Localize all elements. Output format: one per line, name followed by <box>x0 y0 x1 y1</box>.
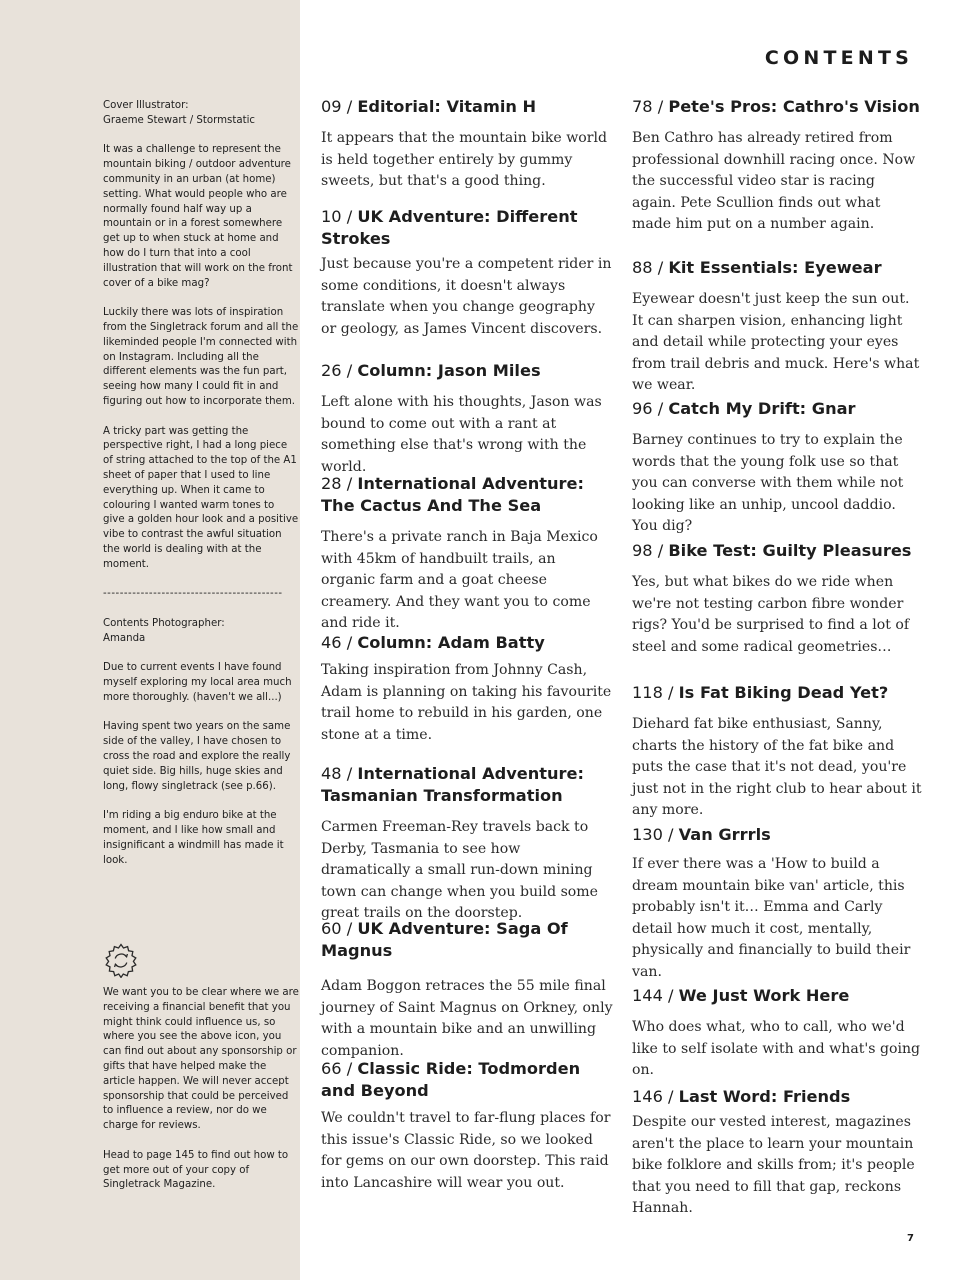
cover-credit <box>103 99 299 129</box>
entry-title: Bike Test: Guilty Pleasures <box>668 541 912 560</box>
cover-paragraph: A tricky part was getting the perspective right, I had a long piece of string attached to the top of the A1 sheet of paper that I used to line everything up. When it came to colouring I wanted warm tones to give a golden hour look and a positive vibe to contrast the awful situation the world is dealing with at the moment. <box>103 425 299 570</box>
entry-heading <box>632 985 922 1007</box>
entry-title: Van Grrrls <box>678 825 771 844</box>
contents-entry <box>321 763 613 925</box>
photographer-credit <box>103 617 299 647</box>
entry-description: Diehard fat bike enthusiast, Sanny, charts the history of the fat bike and puts the case that it's not dead, you're just not in the right club to hear about it any more. <box>632 716 922 818</box>
entry-heading <box>632 824 922 846</box>
entry-page-number: 26 / <box>321 361 358 380</box>
contents-entry <box>632 682 922 822</box>
photographer-paragraph: Having spent two years on the same side of the valley, I have chosen to cross the road and explore the really quiet side. Big hills, huge skies and long, flowy singletrack (see p.66). <box>103 721 291 792</box>
contents-entry <box>321 918 613 1062</box>
entry-heading <box>321 918 613 962</box>
contents-entry <box>632 1086 922 1220</box>
entry-description: Despite our vested interest, magazines aren't the place to learn your mountain bike folklore and skills from; it's people that you need to fill that gap, reckons Hannah. <box>632 1114 915 1216</box>
sponsorship-disclosure <box>103 986 299 1208</box>
contents-entry <box>632 824 922 983</box>
entry-heading <box>321 763 613 807</box>
entry-heading <box>632 398 922 420</box>
entry-heading <box>321 632 613 654</box>
entry-heading <box>321 206 613 250</box>
contents-entry <box>321 360 613 478</box>
contents-entry <box>321 473 613 635</box>
entry-heading <box>632 540 922 562</box>
entry-title: Last Word: Friends <box>678 1087 851 1106</box>
photographer-paragraph: I'm riding a big enduro bike at the moment, and I like how small and insignificant a windmill has made it look. <box>103 810 284 866</box>
entry-title: Catch My Drift: Gnar <box>668 399 856 418</box>
photographer-label: Contents Photographer: <box>103 617 225 629</box>
entry-heading <box>632 682 922 704</box>
entry-description: Barney continues to try to explain the words that the young folk use so that you can converse with them while not looking like an unhip, uncool daddio. You dig? <box>632 432 904 534</box>
entry-description: Who does what, who to call, who we'd like to self isolate with and what's going on. <box>632 1019 921 1078</box>
entry-title: We Just Work Here <box>678 986 850 1005</box>
entry-page-number: 46 / <box>321 633 358 652</box>
entry-title: Is Fat Biking Dead Yet? <box>678 683 889 702</box>
contents-entry <box>632 257 922 397</box>
entry-page-number: 09 / <box>321 97 358 116</box>
entry-title: International Adventure: The Cactus And The Sea <box>321 474 584 515</box>
sponsorship-cog-icon <box>103 942 139 978</box>
entry-title: UK Adventure: Saga Of Magnus <box>321 919 568 960</box>
entry-title: Pete's Pros: Cathro's Vision <box>668 97 920 116</box>
entry-title: International Adventure: Tasmanian Transformation <box>321 764 584 805</box>
cover-illustrator-label: Cover Illustrator: <box>103 100 189 111</box>
contents-entry <box>321 632 613 746</box>
entry-title: Classic Ride: Todmorden and Beyond <box>321 1059 581 1100</box>
contents-entry <box>632 540 922 658</box>
contents-entry <box>321 96 613 193</box>
contents-entry <box>632 96 922 236</box>
entry-description: There's a private ranch in Baja Mexico with 45km of handbuilt trails, an organic farm and a goat cheese creamery. And they want you to come and ride it. <box>321 529 598 631</box>
entry-description: We couldn't travel to far-flung places for this issue's Classic Ride, so we looked for gems on our own doorstep. This raid into Lancashire will wear you out. <box>321 1110 611 1191</box>
magazine-help-note: Head to page 145 to find out how to get more out of your copy of Singletrack Magazine. <box>103 1149 289 1191</box>
entry-heading <box>321 96 613 118</box>
entry-title: Column: Jason Miles <box>357 361 541 380</box>
entry-page-number: 130 / <box>632 825 679 844</box>
contents-entry <box>321 206 613 340</box>
entry-description: Just because you're a competent rider in some conditions, it doesn't always translate when you change geography or geology, as James Vincent discovers. <box>321 256 612 337</box>
contents-entry <box>632 398 922 538</box>
entry-page-number: 144 / <box>632 986 679 1005</box>
entry-title: Kit Essentials: Eyewear <box>668 258 882 277</box>
entry-description: Eyewear doesn't just keep the sun out. It can sharpen vision, enhancing light and detail while protecting your eyes from trail debris and muck. Here's what we wear. <box>632 291 920 393</box>
cover-illustrator-name: Graeme Stewart / Stormstatic <box>103 114 256 126</box>
entry-heading <box>632 96 922 118</box>
entry-page-number: 10 / <box>321 207 358 226</box>
entry-page-number: 48 / <box>321 764 358 783</box>
entry-description: If ever there was a 'How to build a dream mountain bike van' article, this probably isn't it… Emma and Carly detail how much it cost, mentally, physically and financially to build their van. <box>632 856 911 980</box>
entry-heading <box>321 1058 613 1102</box>
sidebar-panel <box>0 0 300 1280</box>
photographer-name: Amanda <box>103 632 146 644</box>
entry-page-number: 28 / <box>321 474 358 493</box>
entry-page-number: 96 / <box>632 399 669 418</box>
cover-paragraph: Luckily there was lots of inspiration from the Singletrack forum and all the likeminded people I'm connected with on Instagram. Including all the different elements was the fun part, seeing how many I could fit in and figuring out how to incorporate them. <box>103 307 299 407</box>
entry-page-number: 98 / <box>632 541 669 560</box>
cover-paragraph: It was a challenge to represent the mountain biking / outdoor adventure community in an urban (at home) setting. What would people who are normally found half way up a mountain or in a forest somewhere get up to when stuck at home and how do I turn that into a cool illustration that will work on the front cover of a bike mag? <box>103 144 293 289</box>
page-number: 7 <box>907 1233 914 1244</box>
entry-description: Carmen Freeman-Rey travels back to Derby, Tasmania to see how dramatically a small run-down mining town can change when you build some great trails on the doorstep. <box>321 819 598 921</box>
photographer-paragraph: Due to current events I have found myself exploring my local area much more thoroughly. (haven't we all...) <box>103 662 292 703</box>
entry-heading <box>632 1086 922 1108</box>
sidebar-divider: ------------------------------------------- <box>103 588 283 600</box>
contents-heading: CONTENTS <box>764 47 913 69</box>
entry-description: It appears that the mountain bike world is held together entirely by gummy sweets, but that's a good thing. <box>321 130 608 189</box>
entry-title: Column: Adam Batty <box>357 633 545 652</box>
cover-credits <box>103 99 299 883</box>
contents-entry <box>632 985 922 1082</box>
entry-description: Adam Boggon retraces the 55 mile final journey of Saint Magnus on Orkney, only with a mountain bike and an unwilling companion. <box>321 978 613 1059</box>
entry-description: Left alone with his thoughts, Jason was bound to come out with a rant at something else that's wrong with the world. <box>321 394 602 475</box>
entry-page-number: 66 / <box>321 1059 358 1078</box>
contents-entry <box>321 1058 613 1194</box>
entry-heading <box>321 473 613 517</box>
entry-page-number: 118 / <box>632 683 679 702</box>
entry-description: Taking inspiration from Johnny Cash, Adam is planning on taking his favourite trail home to rebuild in his garden, one stone at a time. <box>321 662 612 743</box>
entry-heading <box>321 360 613 382</box>
entry-description: Yes, but what bikes do we ride when we're not testing carbon fibre wonder rigs? You'd be surprised to find a lot of steel and some radical geometries… <box>632 574 910 655</box>
disclosure-text: We want you to be clear where we are receiving a financial benefit that you might think could influence us, so where you see the above icon, you can find out about any sponsorship or gifts that have helped make the article happen. We will never accept sponsorship that could be perceived to influence a review, nor do we charge for reviews. <box>103 987 299 1132</box>
entry-title: UK Adventure: Different Strokes <box>321 207 578 248</box>
entry-page-number: 146 / <box>632 1087 679 1106</box>
entry-page-number: 88 / <box>632 258 669 277</box>
entry-page-number: 78 / <box>632 97 669 116</box>
entry-description: Ben Cathro has already retired from professional downhill racing once. Now the successful video star is racing again. Pete Scullion finds out what made him put on a number again. <box>632 130 916 232</box>
entry-page-number: 60 / <box>321 919 358 938</box>
entry-title: Editorial: Vitamin H <box>357 97 537 116</box>
entry-heading <box>632 257 922 279</box>
